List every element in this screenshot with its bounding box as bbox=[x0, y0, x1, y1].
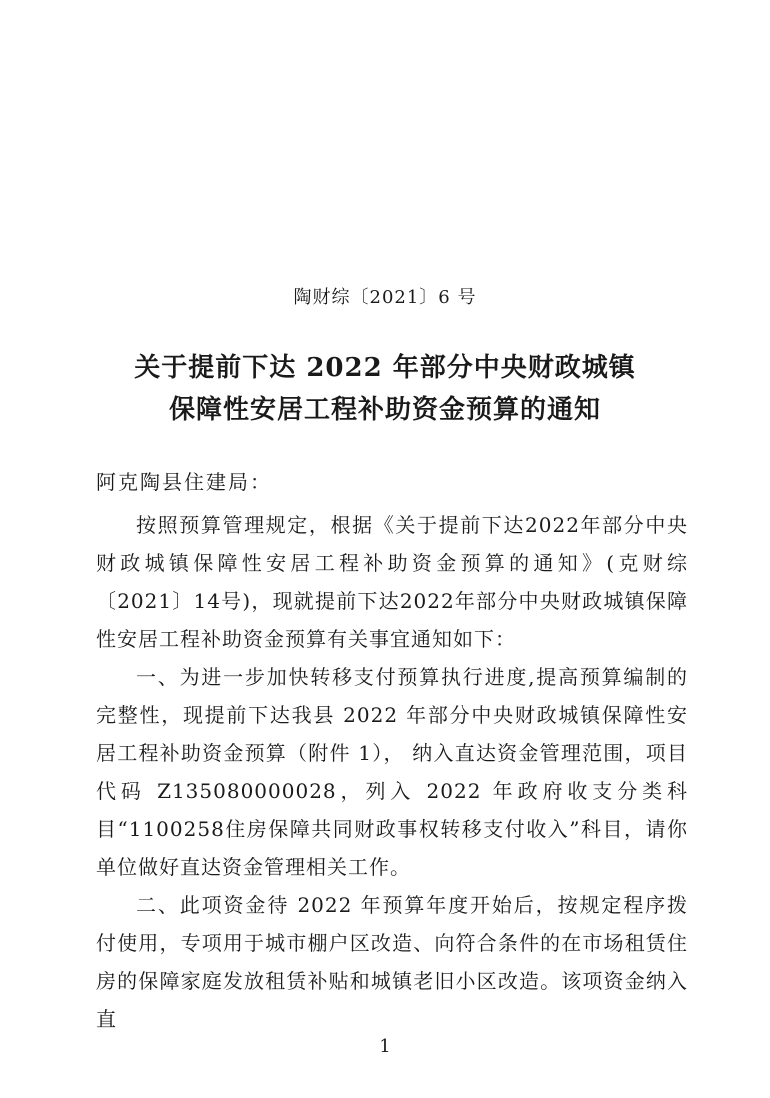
page-number: 1 bbox=[379, 1036, 391, 1057]
document-number: 陶财综〔2021〕6 号 bbox=[293, 287, 477, 308]
paragraph-item-2: 二、此项资金待 2022 年预算年度开始后，按规定程序拨付使用，专项用于城市棚户区改造、向符合条件的在市场租赁住房的保障家庭发放租赁补贴和城镇老旧小区改造。该项资金纳入直 bbox=[96, 893, 688, 1031]
addressee: 阿克陶县住建局： bbox=[96, 470, 272, 494]
document-title bbox=[0, 347, 770, 431]
title-line-1: 关于提前下达 2022 年部分中央财政城镇 bbox=[134, 353, 636, 383]
paragraph-item-1: 一、为进一步加快转移支付预算执行进度,提高预算编制的完整性，现提前下达我县 2022 年部分中央财政城镇保障性安居工程补助资金预算（附件 1）， 纳入直达资金管理范围，项目代码 Z135080000028，列入 2022 年政府收支分类科目“1100258住房保障共同财政事权转移支付收入”科目，请你单位做好直达资金管理相关工作。 bbox=[96, 665, 688, 879]
paragraph-intro: 按照预算管理规定，根据《关于提前下达2022年部分中央财政城镇保障性安居工程补助资金预算的通知》(克财综〔2021〕14号)，现就提前下达2022年部分中央财政城镇保障性安居工程补助资金预算有关事宜通知如下： bbox=[96, 513, 688, 651]
title-line-2: 保障性安居工程补助资金预算的通知 bbox=[168, 395, 601, 425]
